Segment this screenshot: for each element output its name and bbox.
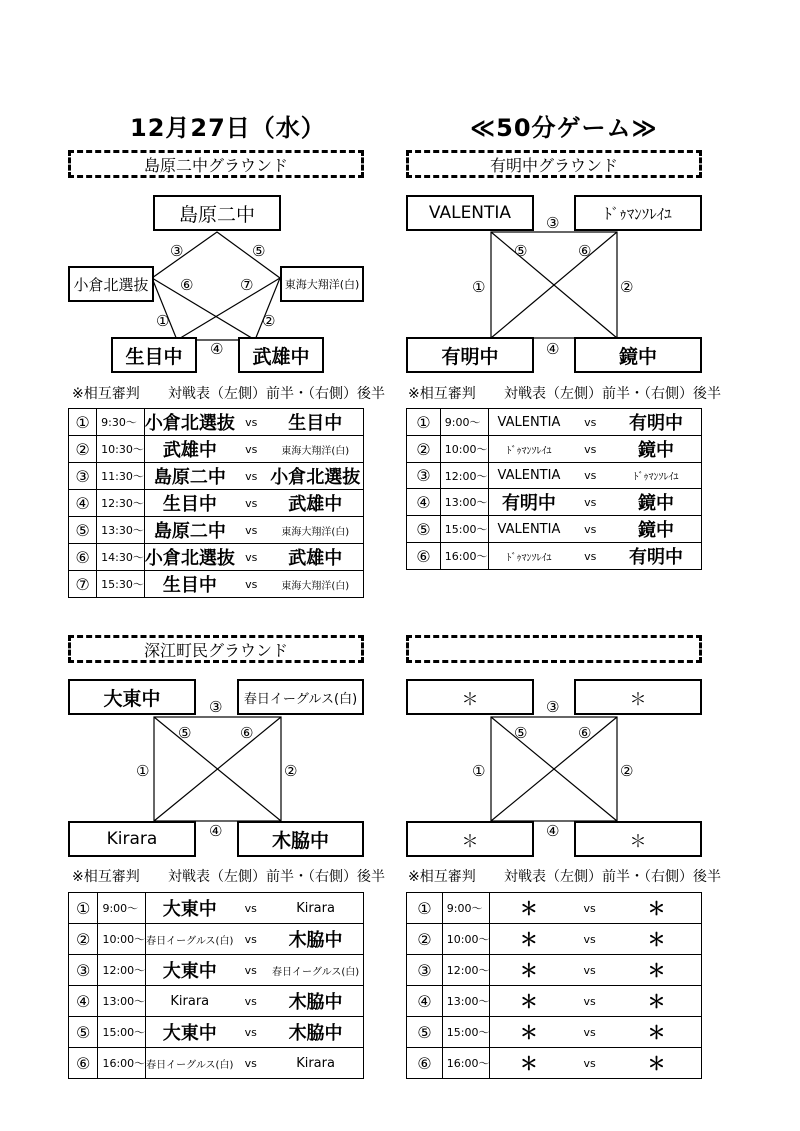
home-team: 武雄中 [144, 436, 235, 463]
table-row [69, 490, 364, 517]
vs-label: vs [235, 544, 268, 571]
match-time: 15:00～ [440, 516, 488, 543]
match-number: ③ [407, 955, 443, 986]
referee-note: ※相互審判 [72, 386, 140, 402]
match-label: ② [620, 278, 634, 296]
match-label: ① [472, 278, 486, 296]
away-team: ＊ [612, 986, 701, 1017]
table-row [407, 436, 702, 463]
referee-note: ※相互審判 [72, 869, 140, 885]
match-time: 15:30～ [97, 571, 145, 598]
match-time: 11:30～ [97, 463, 145, 490]
match-time: 10:00～ [440, 436, 488, 463]
match-number: ② [407, 436, 441, 463]
referee-note: ※相互審判 [408, 386, 476, 402]
away-team: 春日イーグルス(白) [268, 955, 363, 986]
match-label: ① [156, 312, 170, 330]
team-right: 東海大翔洋(白) [280, 266, 364, 302]
home-team: ＊ [490, 893, 567, 924]
home-team: 有明中 [488, 489, 569, 516]
home-team: ＊ [490, 924, 567, 955]
match-time: 12:00～ [442, 955, 490, 986]
match-number: ④ [407, 489, 441, 516]
home-team: VALENTIA [488, 463, 569, 489]
match-time: 13:00～ [98, 986, 146, 1017]
away-team: 武雄中 [268, 490, 364, 517]
game-length-title: ≪50分ゲーム≫ [470, 114, 658, 142]
vs-label: vs [233, 955, 268, 986]
match-number: ⑥ [69, 544, 97, 571]
home-team: 春日イーグルス(白) [146, 1048, 234, 1079]
home-team: 大東中 [146, 1017, 234, 1048]
table-row [407, 1017, 702, 1048]
match-number: ② [69, 436, 97, 463]
away-team: ＊ [612, 1048, 701, 1079]
away-team: 木脇中 [268, 986, 363, 1017]
match-time: 10:00～ [442, 924, 490, 955]
table-row [69, 893, 364, 924]
match-label: ④ [546, 822, 560, 840]
home-team: ＊ [490, 955, 567, 986]
table-row [69, 955, 364, 986]
table-row [69, 1048, 364, 1079]
away-team: Kirara [268, 893, 363, 924]
table-row [407, 955, 702, 986]
match-number: ① [69, 409, 97, 436]
vs-label: vs [569, 543, 611, 570]
vs-label: vs [233, 1048, 268, 1079]
home-team: 春日イーグルス(白) [146, 924, 234, 955]
team-bottom-left: 有明中 [406, 337, 534, 373]
ground-title-1: 島原二中グラウンド [68, 150, 364, 178]
schedule-table-3 [68, 892, 364, 1079]
home-team: VALENTIA [488, 516, 569, 543]
match-label: ③ [546, 214, 560, 232]
home-team: 小倉北選抜 [144, 544, 235, 571]
match-label: ④ [210, 340, 224, 358]
table-row [69, 1017, 364, 1048]
match-label: ② [284, 762, 298, 780]
home-team: 大東中 [146, 893, 234, 924]
match-number: ③ [407, 463, 441, 489]
table-row [407, 409, 702, 436]
table-row [407, 1048, 702, 1079]
vs-label: vs [233, 924, 268, 955]
vs-label: vs [569, 463, 611, 489]
match-number: ② [407, 924, 443, 955]
table-row [407, 463, 702, 489]
match-number: ① [69, 893, 98, 924]
away-team: 武雄中 [268, 544, 364, 571]
match-time: 15:00～ [98, 1017, 146, 1048]
vs-label: vs [567, 893, 612, 924]
team-bottom-right: ＊ [574, 821, 702, 857]
home-team: ﾄﾞｩﾏﾝｿﾚｲﾕ [488, 543, 569, 570]
table-row [69, 544, 364, 571]
match-number: ⑤ [69, 517, 97, 544]
schedule-table-1 [68, 408, 364, 598]
away-team: ＊ [612, 893, 701, 924]
table-row [407, 516, 702, 543]
match-number: ④ [69, 490, 97, 517]
home-team: 島原二中 [144, 463, 235, 490]
home-team: ＊ [490, 1017, 567, 1048]
match-time: 12:00～ [440, 463, 488, 489]
vs-label: vs [235, 409, 268, 436]
team-top-left: VALENTIA [406, 195, 534, 231]
match-number: ③ [69, 955, 98, 986]
match-label: ⑥ [240, 724, 254, 742]
team-bottom-right: 武雄中 [238, 337, 324, 373]
table-note: 対戦表（左側）前半・（右側）後半 [504, 869, 721, 885]
match-number: ⑤ [407, 516, 441, 543]
team-top-left: ＊ [406, 679, 534, 715]
home-team: Kirara [146, 986, 234, 1017]
table-row [69, 463, 364, 490]
match-time: 13:00～ [442, 986, 490, 1017]
match-time: 16:00～ [98, 1048, 146, 1079]
ground-title-4 [406, 635, 702, 663]
vs-label: vs [235, 490, 268, 517]
away-team: 東海大翔洋(白) [268, 436, 364, 463]
team-bottom-right: 木脇中 [237, 821, 364, 857]
vs-label: vs [569, 436, 611, 463]
table-row [69, 986, 364, 1017]
match-label: ① [472, 762, 486, 780]
home-team: VALENTIA [488, 409, 569, 436]
vs-label: vs [235, 436, 268, 463]
match-label: ④ [546, 340, 560, 358]
vs-label: vs [233, 1017, 268, 1048]
table-note: 対戦表（左側）前半・（右側）後半 [168, 869, 385, 885]
team-left: 小倉北選抜 [68, 266, 154, 302]
match-number: ④ [69, 986, 98, 1017]
match-label: ⑥ [578, 724, 592, 742]
table-row [407, 489, 702, 516]
match-number: ② [69, 924, 98, 955]
vs-label: vs [569, 409, 611, 436]
home-team: 島原二中 [144, 517, 235, 544]
away-team: 有明中 [611, 543, 701, 570]
vs-label: vs [233, 986, 268, 1017]
match-number: ① [407, 409, 441, 436]
match-time: 10:30～ [97, 436, 145, 463]
match-label: ① [136, 762, 150, 780]
team-top-right: ﾄﾞｩﾏﾝｿﾚｲﾕ [574, 195, 702, 231]
table-row [69, 436, 364, 463]
match-label: ② [620, 762, 634, 780]
away-team: ＊ [612, 924, 701, 955]
home-team: ﾄﾞｩﾏﾝｿﾚｲﾕ [488, 436, 569, 463]
team-top: 島原二中 [153, 195, 281, 231]
table-row [407, 543, 702, 570]
vs-label: vs [567, 986, 612, 1017]
vs-label: vs [567, 955, 612, 986]
team-bottom-right: 鏡中 [574, 337, 702, 373]
match-label: ③ [209, 698, 223, 716]
match-time: 12:00～ [98, 955, 146, 986]
match-label: ② [262, 312, 276, 330]
match-number: ⑥ [407, 543, 441, 570]
vs-label: vs [567, 924, 612, 955]
away-team: 木脇中 [268, 924, 363, 955]
team-top-left: 大東中 [68, 679, 196, 715]
match-label: ⑤ [178, 724, 192, 742]
match-time: 15:00～ [442, 1017, 490, 1048]
date-title: 12月27日（水） [130, 114, 326, 142]
away-team: Kirara [268, 1048, 363, 1079]
team-top-right: ＊ [574, 679, 702, 715]
away-team: 鏡中 [611, 516, 701, 543]
away-team: ＊ [612, 1017, 701, 1048]
table-row [69, 409, 364, 436]
vs-label: vs [567, 1048, 612, 1079]
table-note: 対戦表（左側）前半・（右側）後半 [504, 386, 721, 402]
match-time: 13:00～ [440, 489, 488, 516]
match-label: ⑤ [252, 242, 266, 260]
away-team: 木脇中 [268, 1017, 363, 1048]
match-number: ⑥ [407, 1048, 443, 1079]
vs-label: vs [235, 517, 268, 544]
match-number: ⑤ [407, 1017, 443, 1048]
away-team: 生目中 [268, 409, 364, 436]
table-row [69, 517, 364, 544]
match-time: 12:30～ [97, 490, 145, 517]
schedule-table-2 [406, 408, 702, 570]
away-team: ﾄﾞｩﾏﾝｿﾚｲﾕ [611, 463, 701, 489]
match-label: ③ [170, 242, 184, 260]
table-row [69, 571, 364, 598]
match-label: ⑥ [578, 242, 592, 260]
match-number: ⑦ [69, 571, 97, 598]
match-number: ⑥ [69, 1048, 98, 1079]
away-team: 鏡中 [611, 489, 701, 516]
away-team: 鏡中 [611, 436, 701, 463]
table-note: 対戦表（左側）前半・（右側）後半 [168, 386, 385, 402]
match-number: ① [407, 893, 443, 924]
match-time: 16:00～ [440, 543, 488, 570]
match-label: ④ [209, 822, 223, 840]
away-team: 有明中 [611, 409, 701, 436]
match-label: ⑦ [240, 276, 254, 294]
match-time: 9:00～ [442, 893, 490, 924]
away-team: ＊ [612, 955, 701, 986]
table-row [407, 893, 702, 924]
match-time: 16:00～ [442, 1048, 490, 1079]
vs-label: vs [567, 1017, 612, 1048]
home-team: 生目中 [144, 490, 235, 517]
ground-title-2: 有明中グラウンド [406, 150, 702, 178]
match-time: 13:30～ [97, 517, 145, 544]
home-team: 小倉北選抜 [144, 409, 235, 436]
home-team: ＊ [490, 986, 567, 1017]
schedule-table-4 [406, 892, 702, 1079]
match-label: ⑤ [514, 242, 528, 260]
match-time: 9:00～ [98, 893, 146, 924]
match-label: ⑤ [514, 724, 528, 742]
match-number: ④ [407, 986, 443, 1017]
team-bottom-left: Kirara [68, 821, 196, 857]
home-team: 生目中 [144, 571, 235, 598]
away-team: 東海大翔洋(白) [268, 571, 364, 598]
vs-label: vs [233, 893, 268, 924]
home-team: ＊ [490, 1048, 567, 1079]
referee-note: ※相互審判 [408, 869, 476, 885]
vs-label: vs [235, 571, 268, 598]
table-row [407, 924, 702, 955]
table-row [69, 924, 364, 955]
match-time: 9:30～ [97, 409, 145, 436]
match-number: ⑤ [69, 1017, 98, 1048]
match-number: ③ [69, 463, 97, 490]
match-time: 9:00～ [440, 409, 488, 436]
ground-title-3: 深江町民グラウンド [68, 635, 364, 663]
home-team: 大東中 [146, 955, 234, 986]
team-bottom-left: 生目中 [111, 337, 197, 373]
away-team: 小倉北選抜 [268, 463, 364, 490]
match-time: 14:30～ [97, 544, 145, 571]
team-top-right: 春日イーグルス(白) [237, 679, 364, 715]
vs-label: vs [569, 489, 611, 516]
match-time: 10:00～ [98, 924, 146, 955]
away-team: 東海大翔洋(白) [268, 517, 364, 544]
table-row [407, 986, 702, 1017]
match-label: ③ [546, 698, 560, 716]
team-bottom-left: ＊ [406, 821, 534, 857]
vs-label: vs [569, 516, 611, 543]
vs-label: vs [235, 463, 268, 490]
match-label: ⑥ [180, 276, 194, 294]
